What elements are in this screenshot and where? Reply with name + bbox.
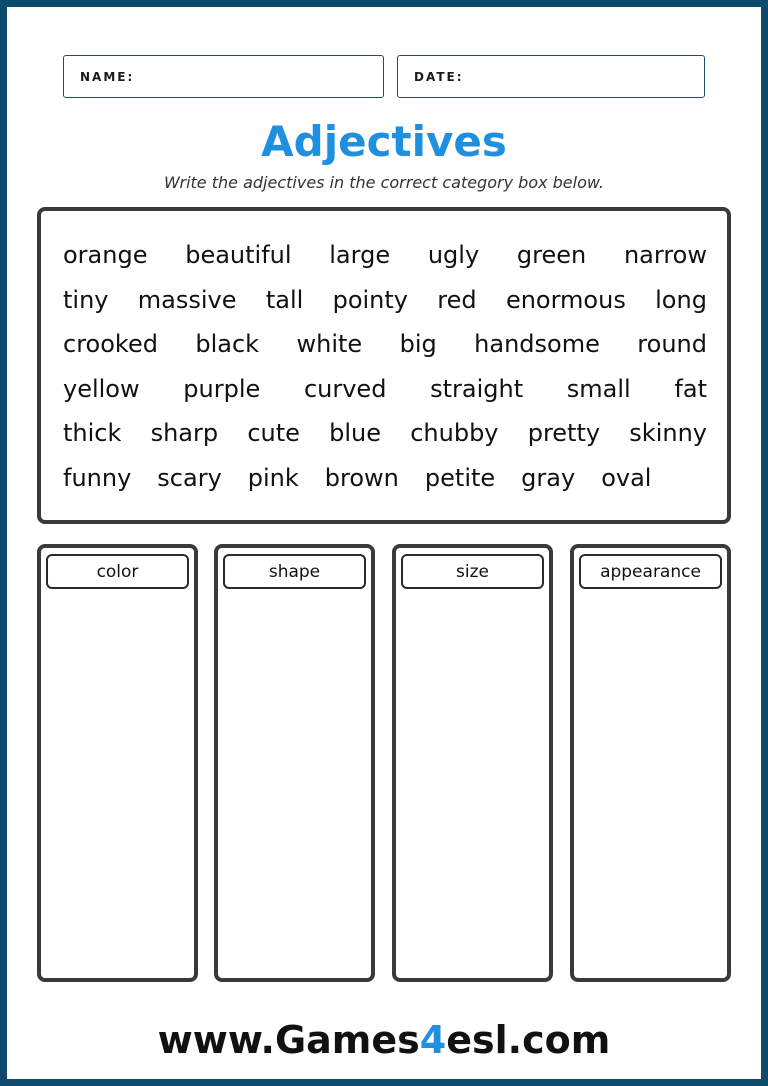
category-label-color: color bbox=[46, 554, 189, 589]
word: red bbox=[437, 285, 477, 314]
category-label-size: size bbox=[401, 554, 544, 589]
footer-url-accent: 4 bbox=[419, 1018, 447, 1062]
category-label-appearance: appearance bbox=[579, 554, 722, 589]
word: beautiful bbox=[185, 241, 292, 270]
word: narrow bbox=[623, 241, 707, 270]
date-label: DATE: bbox=[414, 69, 464, 84]
instructions: Write the adjectives in the correct category box below. bbox=[163, 173, 605, 192]
word: orange bbox=[63, 241, 148, 270]
name-field[interactable] bbox=[63, 55, 384, 98]
word-row bbox=[63, 322, 707, 367]
word: white bbox=[296, 330, 363, 359]
word: thick bbox=[63, 419, 122, 448]
footer-url bbox=[7, 1015, 761, 1065]
word: sharp bbox=[150, 419, 219, 448]
word: crooked bbox=[63, 330, 158, 359]
category-box-appearance[interactable] bbox=[570, 544, 731, 982]
word: tall bbox=[265, 285, 304, 314]
word: pink bbox=[247, 463, 299, 492]
word: fat bbox=[674, 374, 707, 403]
word: straight bbox=[430, 374, 524, 403]
word: scary bbox=[157, 463, 222, 492]
word-row bbox=[63, 367, 707, 412]
word: small bbox=[566, 374, 631, 403]
word: ugly bbox=[427, 241, 480, 270]
category-box-shape[interactable] bbox=[214, 544, 375, 982]
word: massive bbox=[137, 285, 237, 314]
word: petite bbox=[424, 463, 496, 492]
word-row bbox=[63, 278, 707, 323]
word-row bbox=[63, 456, 707, 501]
word: enormous bbox=[505, 285, 626, 314]
word: tiny bbox=[63, 285, 109, 314]
footer-url-prefix: www.Games bbox=[157, 1018, 420, 1062]
word-row bbox=[63, 411, 707, 456]
name-label: NAME: bbox=[80, 69, 135, 84]
page-title: Adjectives bbox=[261, 117, 507, 166]
word: cute bbox=[247, 419, 300, 448]
word: large bbox=[329, 241, 391, 270]
word: brown bbox=[324, 463, 399, 492]
category-box-size[interactable] bbox=[392, 544, 553, 982]
word: gray bbox=[521, 463, 576, 492]
word: curved bbox=[303, 374, 387, 403]
word: funny bbox=[63, 463, 132, 492]
word-bank bbox=[37, 207, 731, 524]
date-field[interactable] bbox=[397, 55, 705, 98]
word: green bbox=[516, 241, 587, 270]
word: handsome bbox=[474, 330, 600, 359]
word: yellow bbox=[63, 374, 140, 403]
word: black bbox=[195, 330, 260, 359]
word: oval bbox=[601, 463, 652, 492]
word-row bbox=[63, 233, 707, 278]
word: skinny bbox=[629, 419, 707, 448]
category-label-shape: shape bbox=[223, 554, 366, 589]
footer-url-suffix: esl.com bbox=[446, 1018, 611, 1062]
word: pretty bbox=[527, 419, 601, 448]
word: long bbox=[655, 285, 707, 314]
word: big bbox=[399, 330, 437, 359]
word: purple bbox=[183, 374, 261, 403]
word: chubby bbox=[410, 419, 499, 448]
word: round bbox=[637, 330, 707, 359]
category-box-color[interactable] bbox=[37, 544, 198, 982]
word: pointy bbox=[332, 285, 408, 314]
word: blue bbox=[329, 419, 382, 448]
